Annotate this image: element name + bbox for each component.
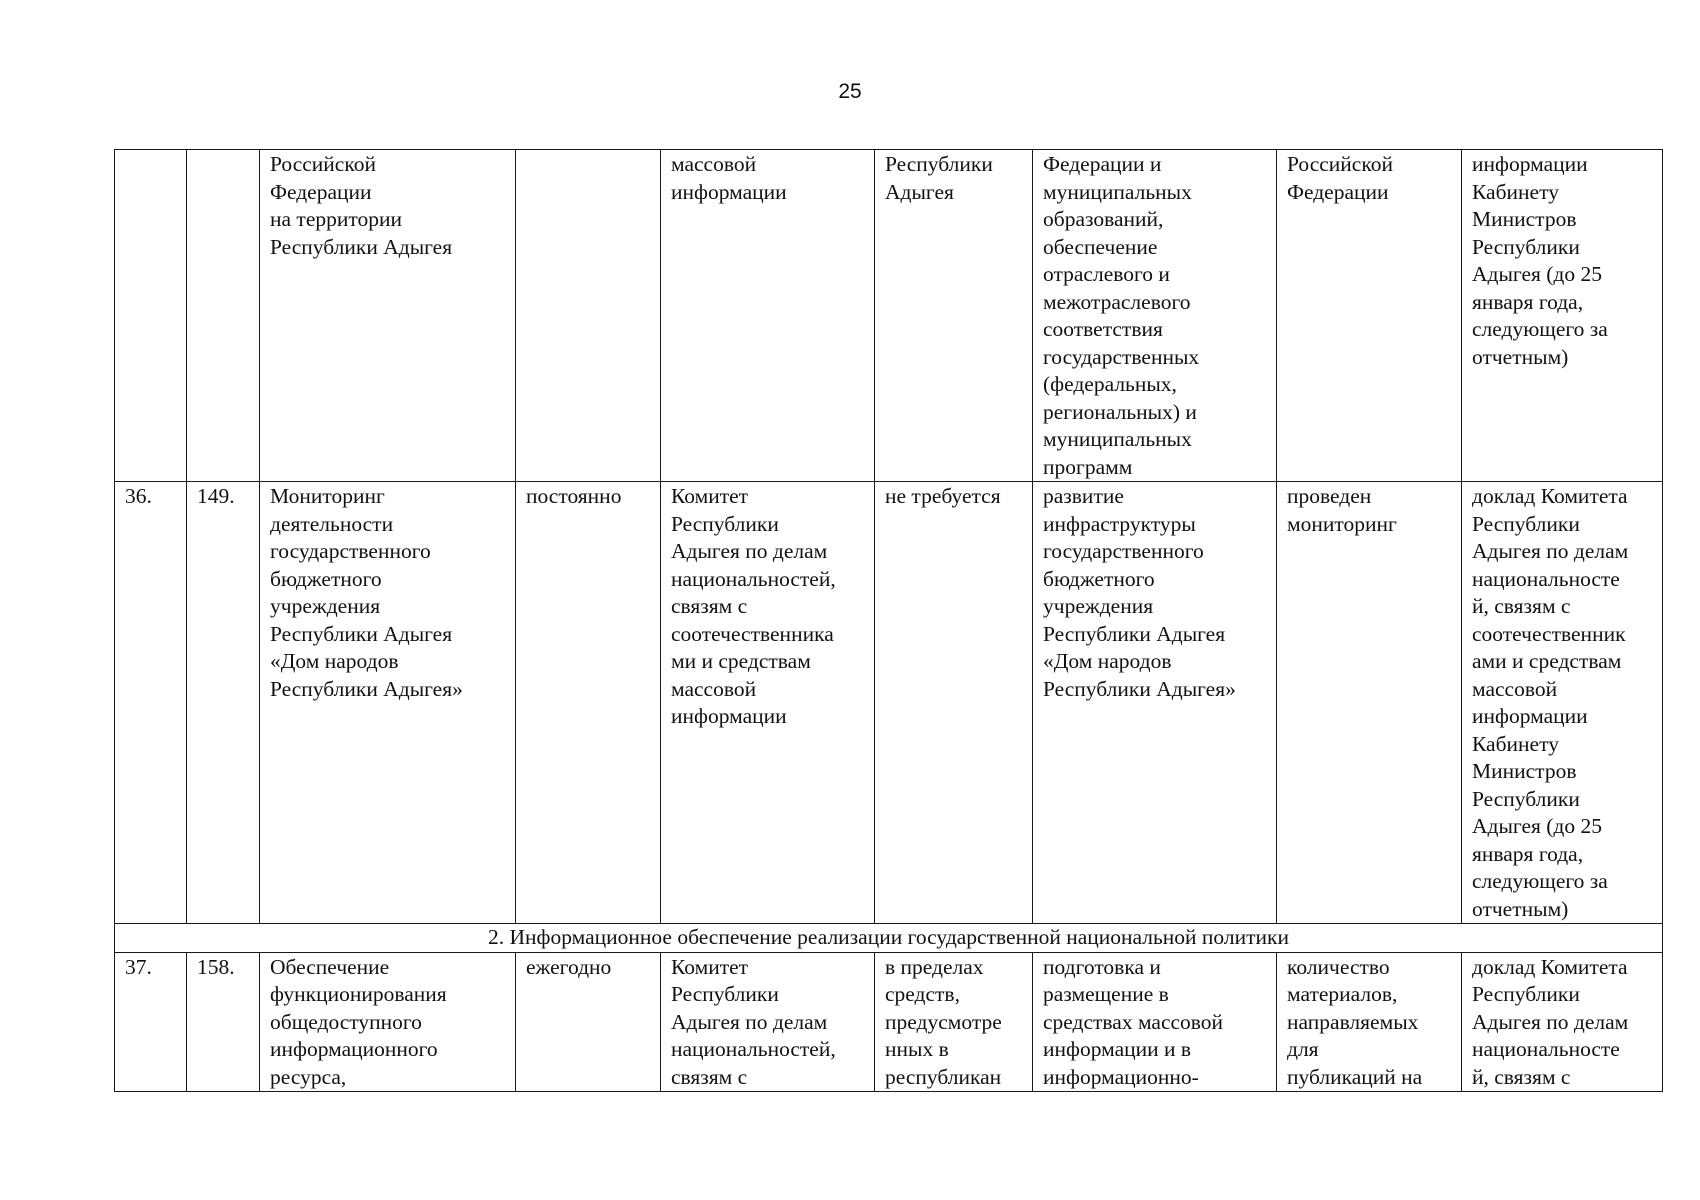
- cell-funding: не требуется: [875, 482, 1033, 924]
- cell-code: 149.: [187, 482, 260, 924]
- cell-indicator: Российской Федерации: [1277, 150, 1462, 482]
- cell-goal: Федерации и муниципальных образований, обеспечение отраслевого и межотраслевого соответствия государственных (федеральных, региональных) и муниципальных программ: [1033, 150, 1277, 482]
- cell-num: [115, 150, 187, 482]
- cell-goal: развитие инфраструктуры государственного бюджетного учреждения Республики Адыгея «Дом народов Республики Адыгея»: [1033, 482, 1277, 924]
- section-heading-row: [115, 924, 1663, 953]
- table-row-37: [115, 952, 1663, 1092]
- cell-code: 158.: [187, 952, 260, 1092]
- page-number: 25: [838, 80, 862, 103]
- cell-executor: Комитет Республики Адыгея по делам национальностей, связям с: [661, 952, 875, 1092]
- cell-report: доклад Комитета Республики Адыгея по делам национальносте й, связям с соотечественник ами и средствам массовой информации Кабинету Министров Республики Адыгея (до 25 января года, следующего за отчетным): [1462, 482, 1663, 924]
- cell-report: информации Кабинету Министров Республики Адыгея (до 25 января года, следующего за отчетным): [1462, 150, 1663, 482]
- cell-event: Обеспечение функционирования общедоступного информационного ресурса,: [260, 952, 516, 1092]
- cell-indicator: количество материалов, направляемых для публикаций на: [1277, 952, 1462, 1092]
- cell-executor: массовой информации: [661, 150, 875, 482]
- cell-event: Мониторинг деятельности государственного бюджетного учреждения Республики Адыгея «Дом народов Республики Адыгея»: [260, 482, 516, 924]
- table-row-continuation: [115, 150, 1663, 482]
- cell-goal: подготовка и размещение в средствах массовой информации и в информационно-: [1033, 952, 1277, 1092]
- cell-event: Российской Федерации на территории Республики Адыгея: [260, 150, 516, 482]
- cell-num: 37.: [115, 952, 187, 1092]
- cell-num: 36.: [115, 482, 187, 924]
- table-row-36: [115, 482, 1663, 924]
- cell-executor: Комитет Республики Адыгея по делам национальностей, связям с соотечественника ми и средствам массовой информации: [661, 482, 875, 924]
- events-table: [114, 149, 1663, 1092]
- cell-funding: Республики Адыгея: [875, 150, 1033, 482]
- section-title: 2. Информационное обеспечение реализации государственной национальной политики: [115, 924, 1663, 953]
- cell-report: доклад Комитета Республики Адыгея по делам национальносте й, связям с: [1462, 952, 1663, 1092]
- cell-period: постоянно: [516, 482, 661, 924]
- cell-code: [187, 150, 260, 482]
- cell-funding: в пределах средств, предусмотре нных в республикан: [875, 952, 1033, 1092]
- cell-period: [516, 150, 661, 482]
- cell-indicator: проведен мониторинг: [1277, 482, 1462, 924]
- cell-period: ежегодно: [516, 952, 661, 1092]
